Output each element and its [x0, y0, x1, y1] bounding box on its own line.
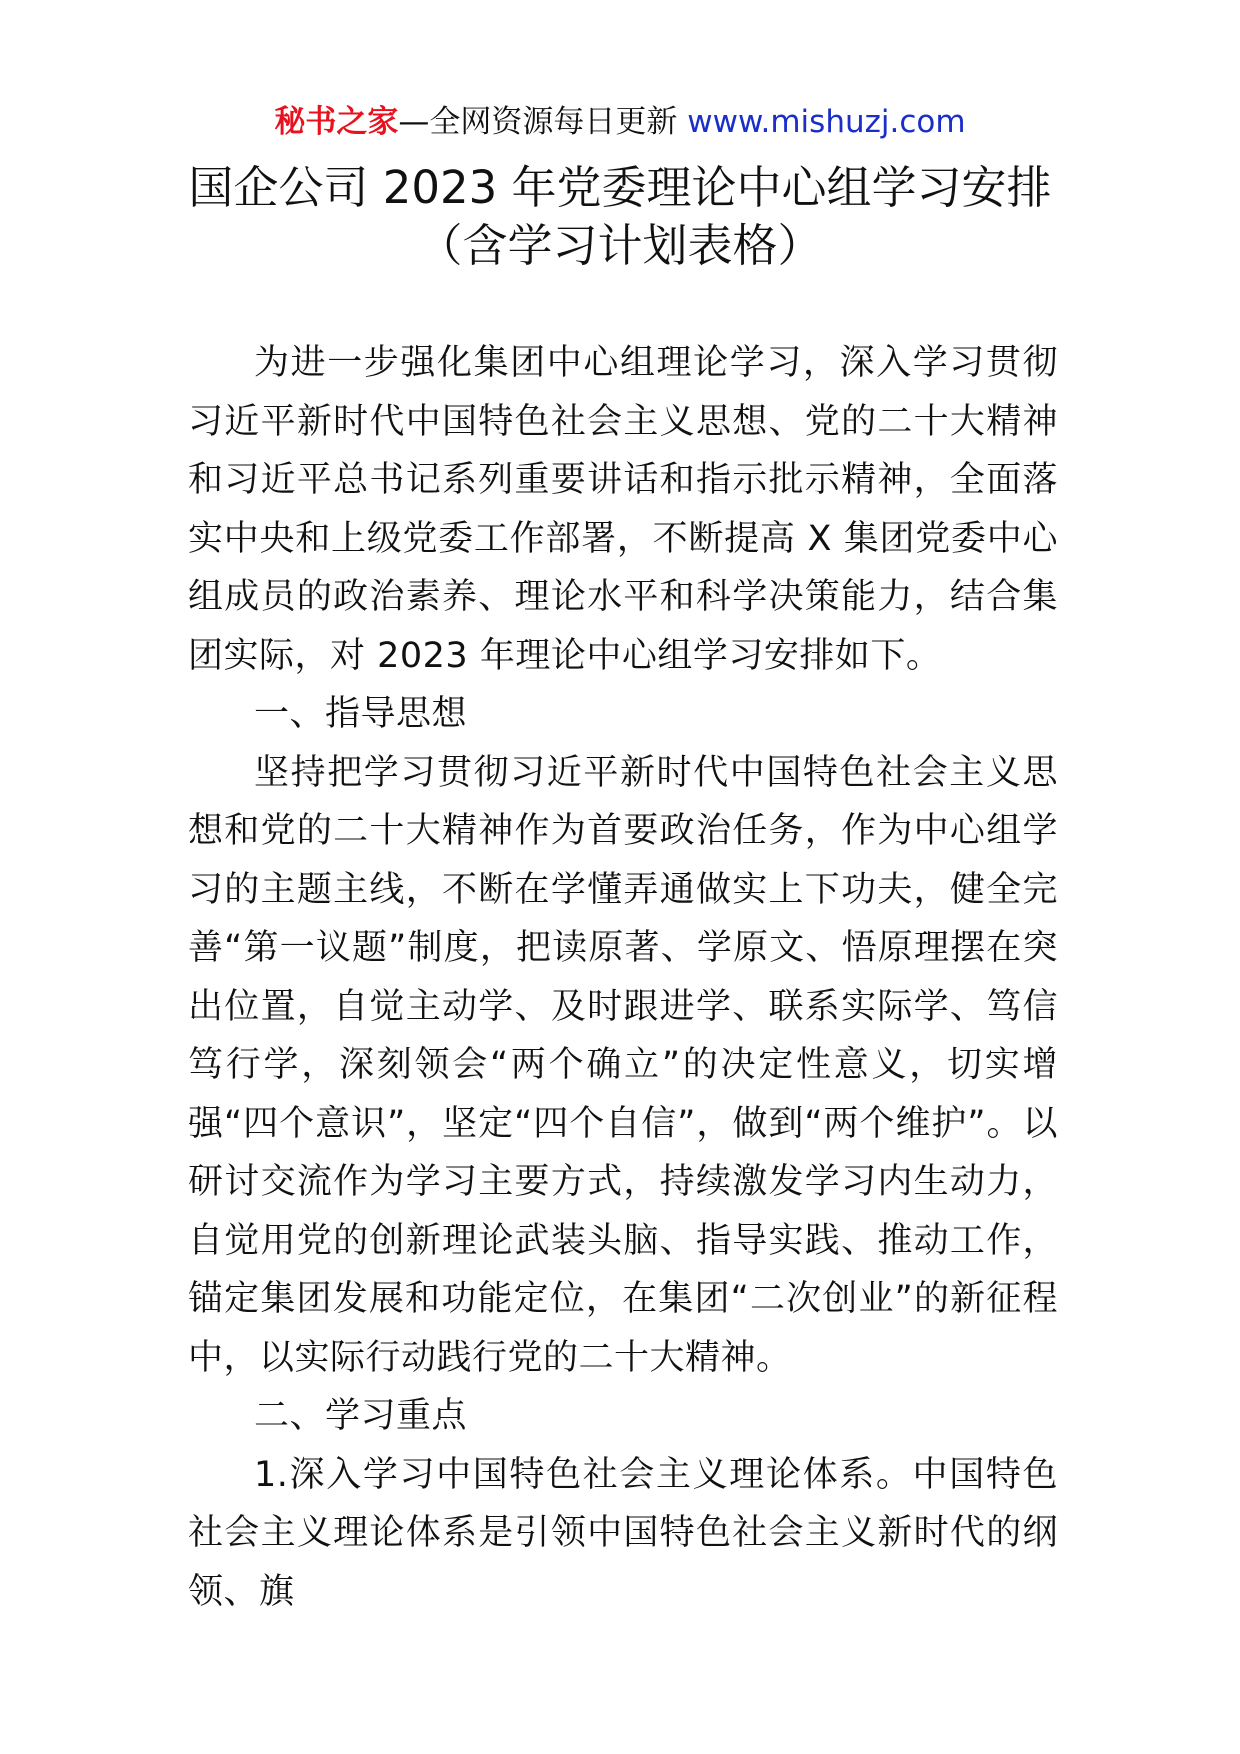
section-heading-guiding-ideology: 一、指导思想 [254, 694, 468, 734]
site-url-link[interactable]: www.mishuzj.com [687, 104, 966, 140]
banner-slogan: —全网资源每日更新 [398, 104, 678, 140]
document-body [188, 334, 1058, 1621]
study-focus-item-1: 1.深入学习中国特色社会主义理论体系。中国特色社会主义理论体系是引领中国特色社会主义新时代的纲领、旗 [188, 1454, 1058, 1612]
document-subtitle: （含学习计划表格） [417, 219, 823, 272]
section-heading-study-focus: 二、学习重点 [254, 1396, 468, 1436]
guiding-ideology-paragraph: 坚持把学习贯彻习近平新时代中国特色社会主义思想和党的二十大精神作为首要政治任务，作为中心组学习的主题主线，不断在学懂弄通做实上下功夫，健全完善“第一议题”制度，把读原著、学原文、悟原理摆在突出位置，自觉主动学、及时跟进学、联系实际学、笃信笃行学，深刻领会“两个确立”的决定性意义，切实增强“四个意识”，坚定“四个自信”，做到“两个维护”。以研讨交流作为学习主要方式，持续激发学习内生动力，自觉用党的创新理论武装头脑、指导实践、推动工作，锚定集团发展和功能定位，在集团“二次创业”的新征程中，以实际行动践行党的二十大精神。 [188, 752, 1058, 1378]
brand-name: 秘书之家 [274, 104, 399, 140]
document-title: 国企公司 2023 年党委理论中心组学习安排 [188, 161, 1052, 214]
intro-paragraph: 为进一步强化集团中心组理论学习，深入学习贯彻习近平新时代中国特色社会主义思想、党的二十大精神和习近平总书记系列重要讲话和指示批示精神，全面落实中央和上级党委工作部署，不断提高 X 集团党委中心组成员的政治素养、理论水平和科学决策能力，结合集团实际，对 2023 年理论中心组学习安排如下。 [188, 343, 1058, 676]
site-banner [0, 102, 1240, 142]
